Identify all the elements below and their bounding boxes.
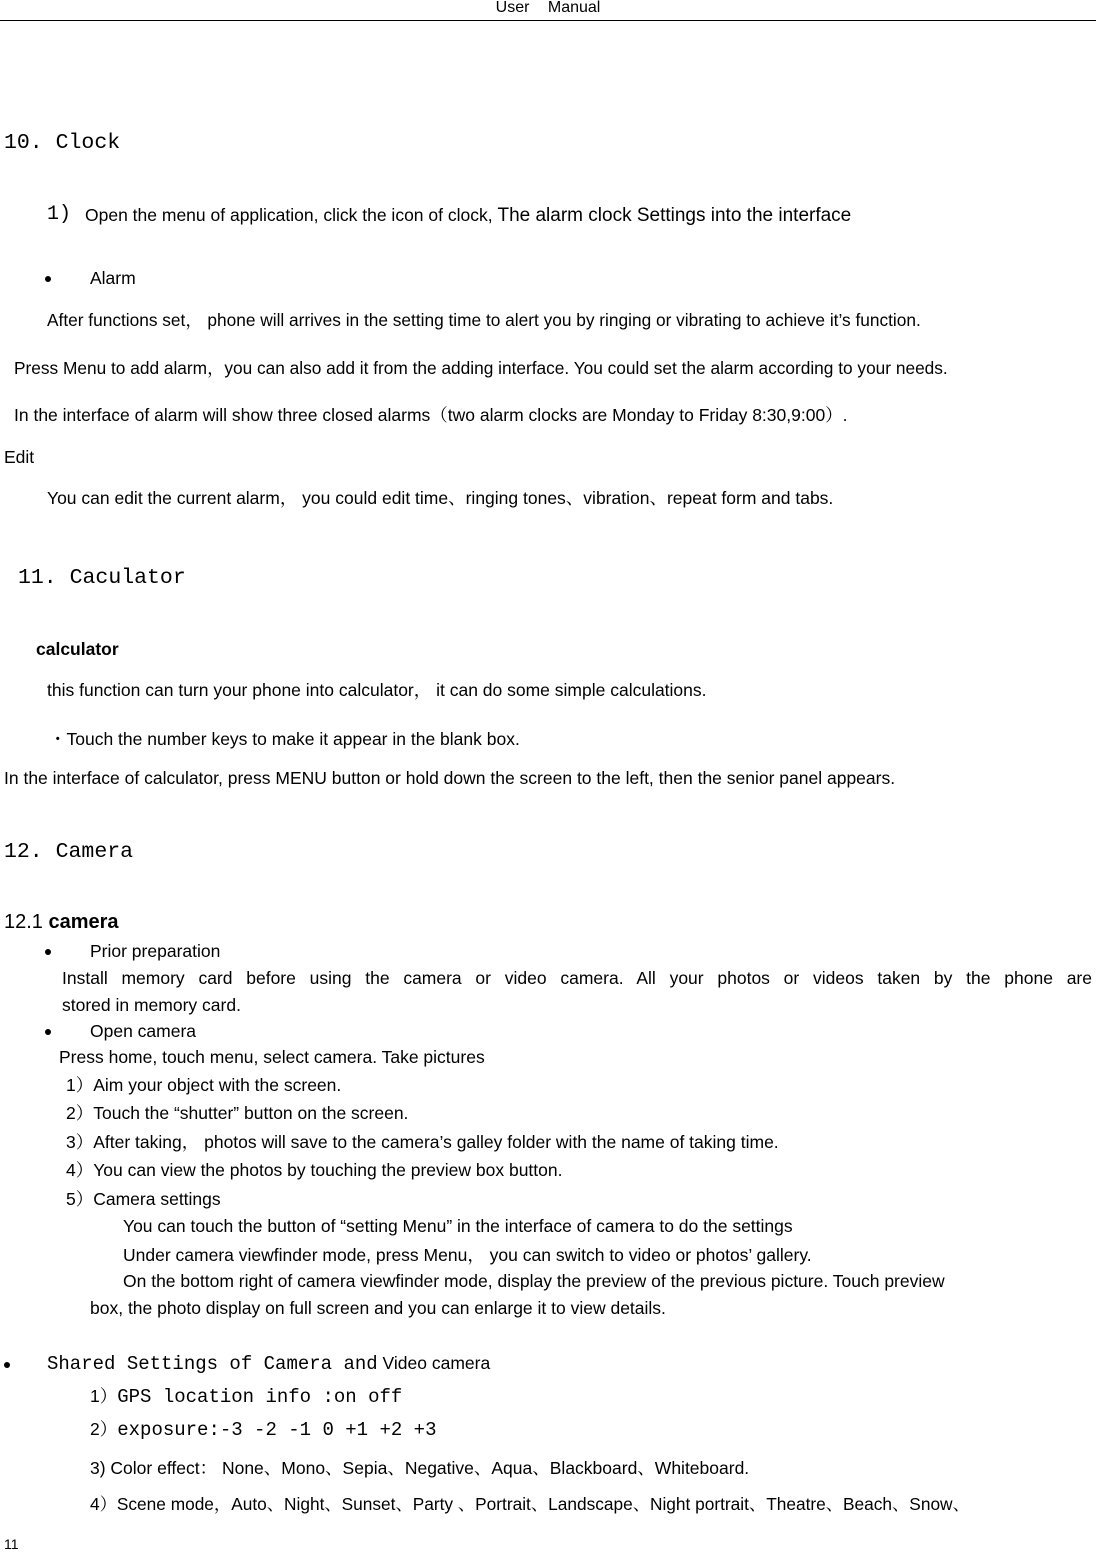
section-heading-camera: 12. Camera (4, 840, 134, 864)
page-number: 11 (4, 1536, 19, 1552)
calculator-paragraph-1: this function can turn your phone into calculator， it can do some simple calculations. (47, 680, 707, 700)
exposure-setting (90, 1419, 437, 1442)
clock-step-body: Open the menu of application, click the icon of clock, (85, 205, 493, 225)
camera-step: 1）Aim your object with the screen. (66, 1075, 342, 1095)
camera-settings-line: On the bottom right of camera viewfinder mode, display the preview of the previous picture. Touch preview (123, 1271, 945, 1291)
exposure-number: 2） (90, 1419, 118, 1439)
calculator-subheading: calculator (36, 639, 119, 659)
clock-step-text (85, 205, 851, 228)
gps-text: GPS location info :on off (117, 1386, 403, 1408)
camera-step: 4）You can view the photos by touching the preview box button. (66, 1160, 563, 1180)
camera-step: 3）After taking， photos will save to the camera’s galley folder with the name of taking time. (66, 1132, 779, 1152)
shared-settings-mono: Shared Settings of Camera and (47, 1353, 378, 1375)
section-heading-calculator: 11. Caculator (18, 566, 186, 590)
bullet-icon (4, 1362, 10, 1368)
alarm-paragraph-1: After functions set， phone will arrives in the setting time to alert you by ringing or vibrating to achieve it’s function. (47, 310, 921, 330)
camera-settings-line: You can touch the button of “setting Menu” in the interface of camera to do the settings (123, 1216, 793, 1236)
header-rule (0, 20, 1096, 21)
open-camera-label: Open camera (90, 1021, 197, 1041)
step-number: 1) (47, 203, 72, 226)
calculator-paragraph-3: In the interface of calculator, press MENU button or hold down the screen to the left, then the senior panel appears. (4, 768, 896, 788)
clock-step-tail: The alarm clock Settings into the interface (497, 205, 852, 226)
camera-settings-last-line: box, the photo display on full screen and you can enlarge it to view details. (90, 1298, 666, 1318)
gps-number: 1） (90, 1386, 118, 1406)
subheading-title: camera (48, 911, 119, 933)
alarm-label: Alarm (90, 268, 136, 288)
bullet-icon (45, 949, 51, 955)
color-effect-setting: 3) Color effect： None、Mono、Sepia、Negative、Aqua、Blackboard、Whiteboard. (90, 1458, 750, 1478)
open-camera-text: Press home, touch menu, select camera. Take pictures (59, 1047, 485, 1067)
prior-preparation-label: Prior preparation (90, 941, 221, 961)
alarm-paragraph-3: In the interface of alarm will show three closed alarms（two alarm clocks are Monday to Friday 8:30,9:00）. (14, 405, 848, 425)
calculator-paragraph-2: ・Touch the number keys to make it appear in the blank box. (49, 729, 520, 749)
section-heading-clock: 10. Clock (4, 131, 121, 155)
edit-label: Edit (4, 447, 35, 467)
camera-step: 5）Camera settings (66, 1189, 221, 1209)
bullet-icon (45, 276, 51, 282)
exposure-text: exposure:-3 -2 -1 0 +1 +2 +3 (117, 1419, 437, 1441)
camera-settings-line: Under camera viewfinder mode, press Menu， you can switch to video or photos’ gallery. (123, 1245, 812, 1265)
scene-mode-setting: 4）Scene mode，Auto、Night、Sunset、Party 、Portrait、Landscape、Night portrait、Theatre、Beach、Snow、 (90, 1494, 970, 1514)
camera-step: 2）Touch the “shutter” button on the screen. (66, 1103, 409, 1123)
camera-subheading (4, 910, 119, 934)
shared-settings-heading (47, 1353, 490, 1376)
prior-preparation-line-1: Install memory card before using the camera or video camera. All your photos or videos taken by the phone are (62, 968, 1092, 988)
shared-settings-tail: Video camera (382, 1353, 491, 1373)
subheading-number: 12.1 (4, 911, 43, 933)
prior-preparation-line-2: stored in memory card. (62, 995, 241, 1015)
alarm-paragraph-2: Press Menu to add alarm，you can also add it from the adding interface. You could set the alarm according to your needs. (14, 358, 948, 378)
running-header: User Manual (495, 0, 601, 16)
edit-paragraph: You can edit the current alarm， you could edit time、ringing tones、vibration、repeat form and tabs. (47, 488, 834, 508)
bullet-icon (45, 1029, 51, 1035)
gps-setting (90, 1386, 402, 1409)
